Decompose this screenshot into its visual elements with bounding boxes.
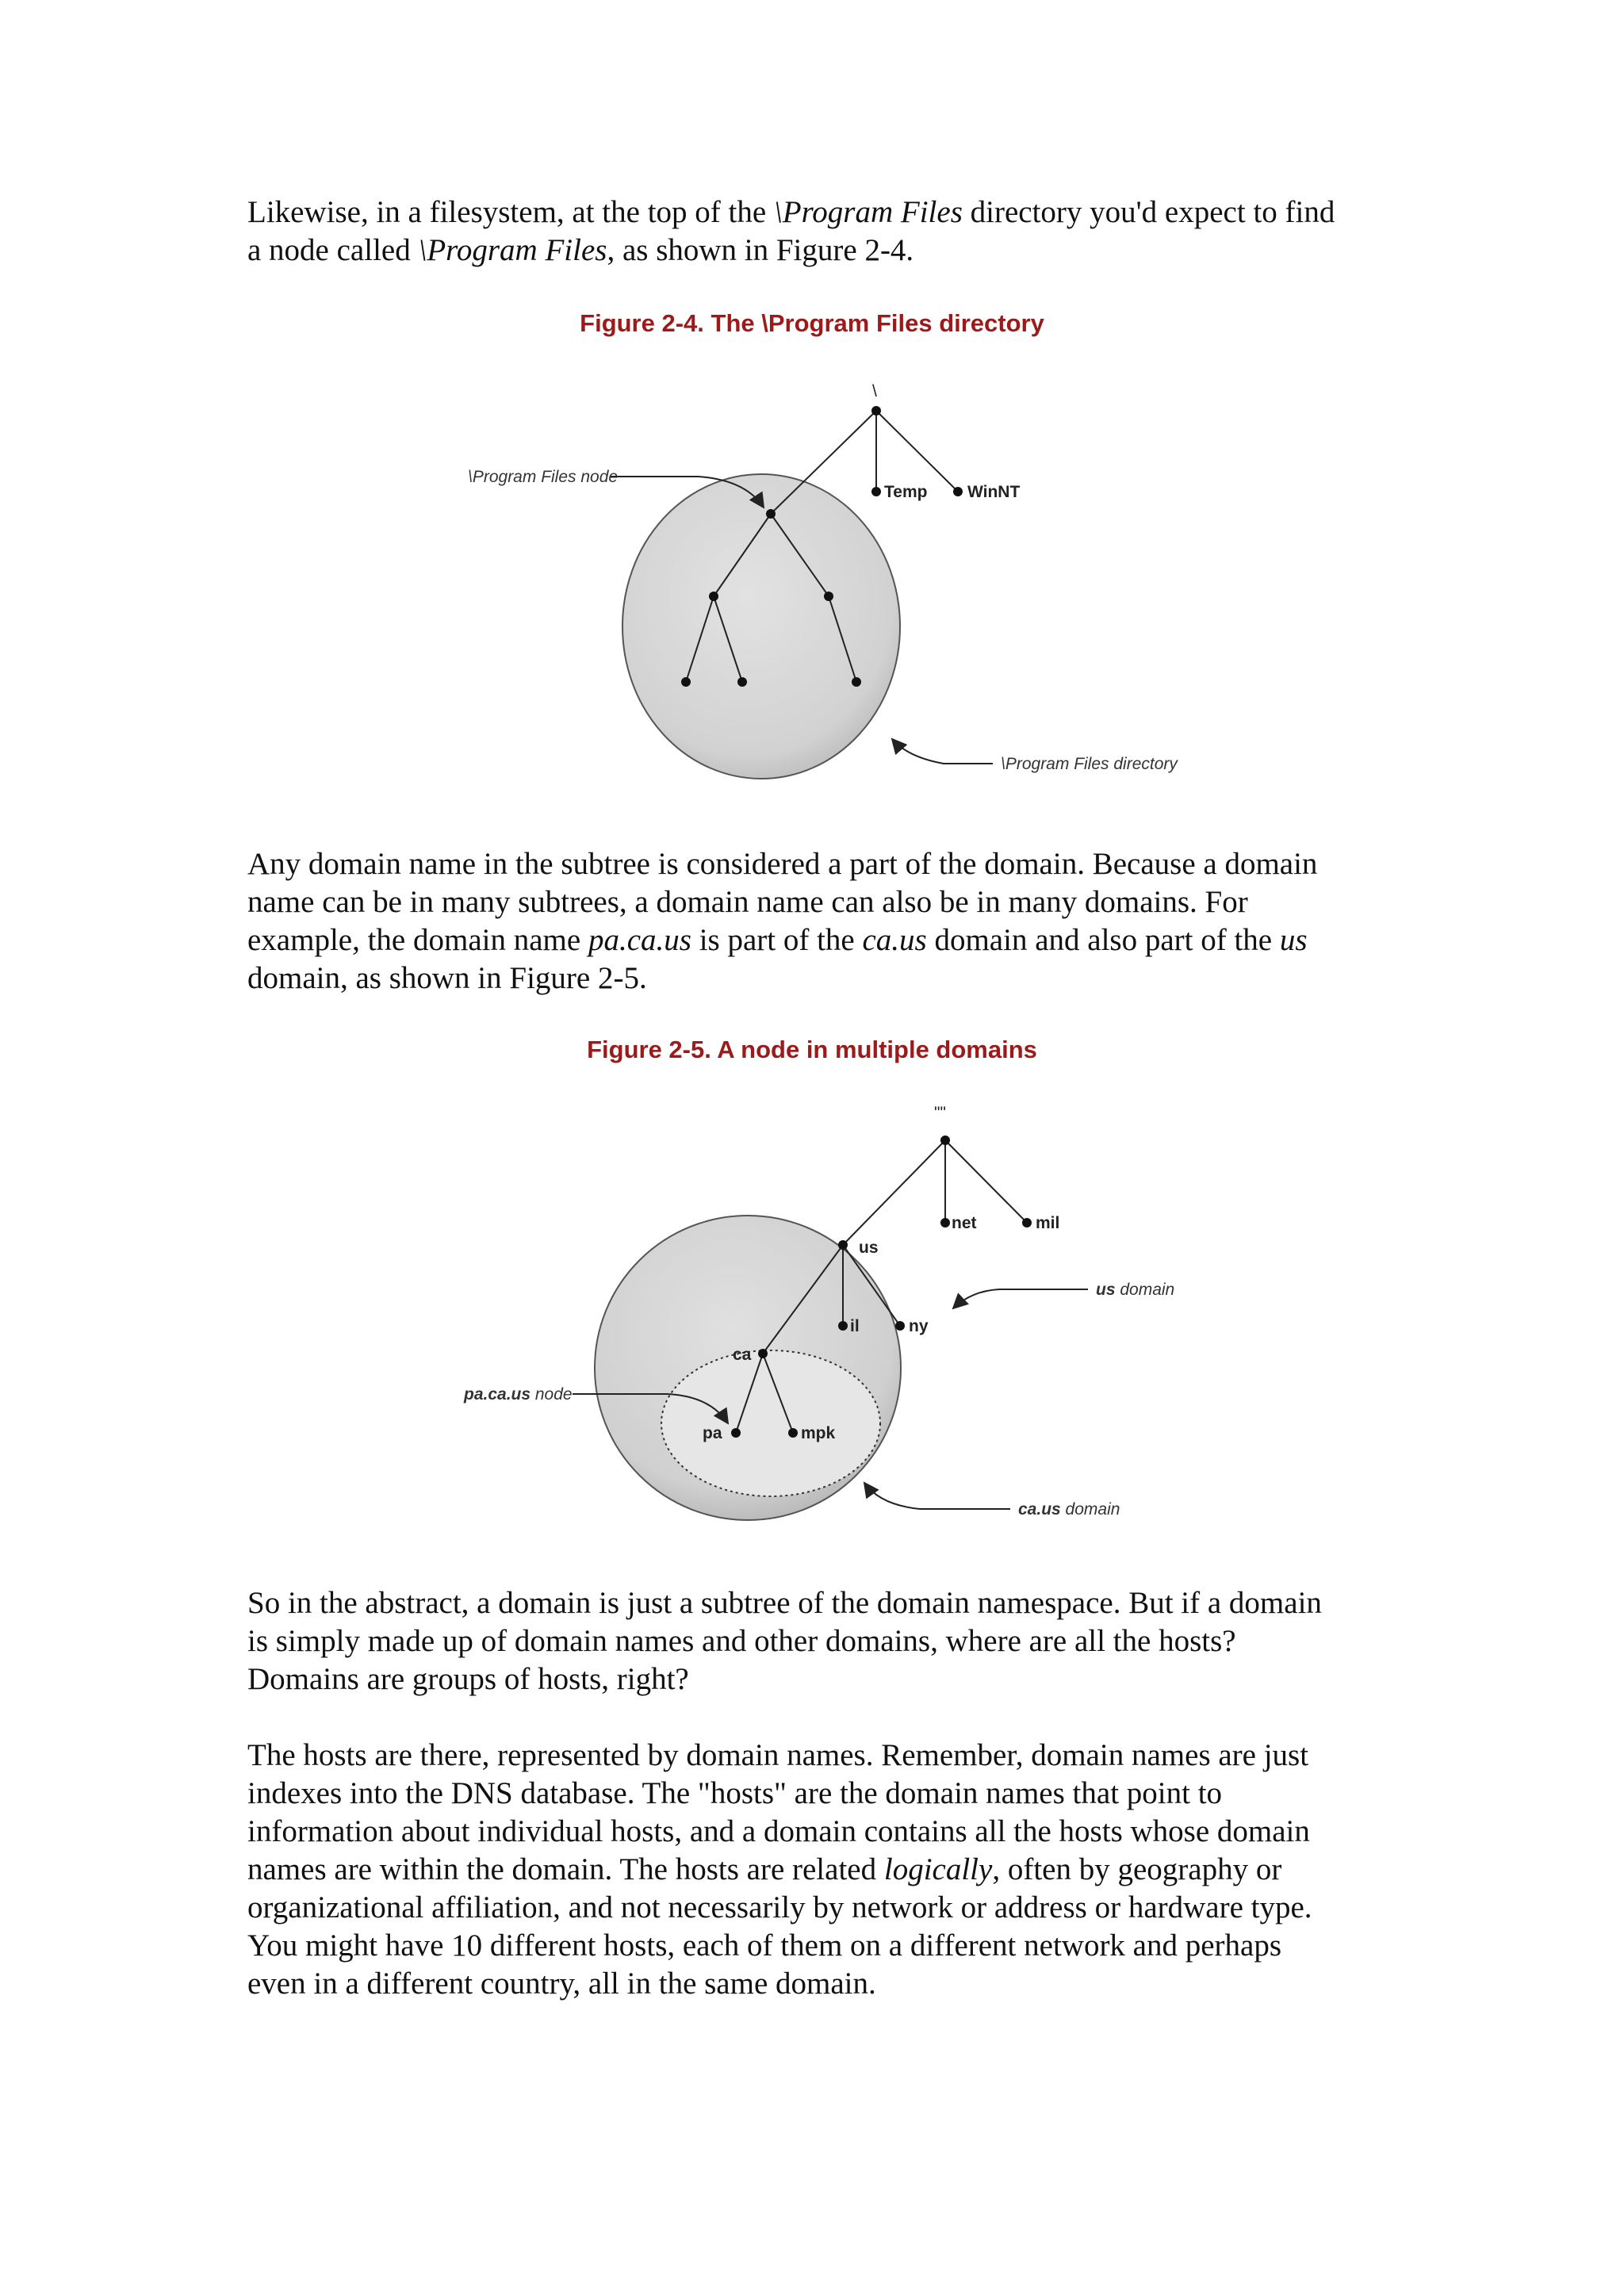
italic-run: pa.ca.us (588, 923, 691, 957)
mpk-node (788, 1428, 798, 1438)
pa-label: pa (703, 1424, 722, 1442)
temp-node (871, 487, 881, 496)
paragraph-4 (247, 1737, 1342, 2003)
text-run: directory you'd expect to find a node called (247, 195, 1335, 267)
text-run: is part of the (691, 923, 863, 957)
ny-node (895, 1321, 905, 1331)
italic-run: us (1279, 923, 1308, 957)
directory-callout-arrow (892, 739, 993, 764)
italic-run: ca.us (862, 923, 927, 957)
text-run: Likewise, in a filesystem, at the top of the (247, 195, 774, 229)
paragraph-1 (247, 193, 1342, 270)
text-run: Any domain name in the subtree is considered a part of the domain. Because a domain name can be in many subtrees, a domain name can also be in many domains. For example, the domain name (247, 847, 1318, 957)
net-label: net (952, 1214, 977, 1232)
text-run: domain, as shown in Figure 2-5. (247, 961, 647, 995)
program-files-node-callout: \Program Files node (468, 468, 619, 486)
italic-run: logically (883, 1852, 993, 1886)
ca-node (758, 1349, 768, 1358)
pa-node (731, 1428, 741, 1438)
text-run: , as shown in Figure 2-4. (607, 233, 914, 267)
us-domain-callout-arrow (953, 1289, 1088, 1308)
mpk-label: mpk (801, 1424, 836, 1442)
ca-us-domain-callout: ca.us domain (1018, 1500, 1120, 1518)
root-node (871, 406, 881, 416)
us-node (838, 1240, 848, 1250)
root-node (940, 1136, 950, 1145)
tree-node (709, 592, 718, 601)
program-files-node (766, 509, 776, 519)
text-run: The hosts are there, represented by domain names. Remember, domain names are just indexes into the DNS database. The "hosts" are the domain names that point to information about individual hosts, and a domain contains all the hosts whose domain names are within the domain. The hosts are related (247, 1738, 1310, 1886)
winnt-label: WinNT (967, 483, 1021, 501)
root-label: \ (872, 382, 877, 400)
paragraph-3: So in the abstract, a domain is just a subtree of the domain namespace. But if a domain is simply made up of domain names and other domains, where are all the hosts? Domains are groups of hosts, right? (247, 1586, 1322, 1696)
program-files-bubble (622, 474, 900, 779)
ca-us-domain-callout-arrow (864, 1483, 1010, 1509)
tree-node (852, 677, 861, 687)
program-files-directory-callout: \Program Files directory (1001, 755, 1178, 773)
text-run: domain and also part of the (926, 923, 1280, 957)
figure-2-4 (0, 373, 1624, 817)
temp-label: Temp (884, 483, 928, 501)
il-label: il (850, 1317, 860, 1335)
us-domain-callout: us domain (1096, 1281, 1175, 1299)
il-node (838, 1321, 848, 1331)
tree-node (737, 677, 747, 687)
mil-node (1022, 1218, 1032, 1227)
ca-label: ca (733, 1346, 752, 1364)
root-label: "" (934, 1104, 946, 1122)
tree-node (824, 592, 833, 601)
pa-ca-us-node-callout: pa.ca.us node (464, 1385, 573, 1404)
text-run: , often by geography or organizational affiliation, and not necessarily by network or address or hardware type. You might have 10 different hosts, each of them on a different network and perhaps even in a different country, all in the same domain. (247, 1852, 1312, 2001)
us-label: us (859, 1239, 879, 1257)
figure-2-5 (0, 1094, 1624, 1570)
figure-2-5-caption: Figure 2-5. A node in multiple domains (587, 1036, 1037, 1063)
italic-run: \Program Files (773, 195, 963, 229)
figure-2-4-caption: Figure 2-4. The \Program Files directory (580, 309, 1044, 337)
winnt-node (953, 487, 963, 496)
tree-node (681, 677, 691, 687)
paragraph-2 (247, 845, 1342, 998)
net-node (940, 1218, 950, 1227)
italic-run: \Program Files (418, 233, 607, 267)
ny-label: ny (909, 1317, 929, 1335)
mil-label: mil (1036, 1214, 1060, 1232)
